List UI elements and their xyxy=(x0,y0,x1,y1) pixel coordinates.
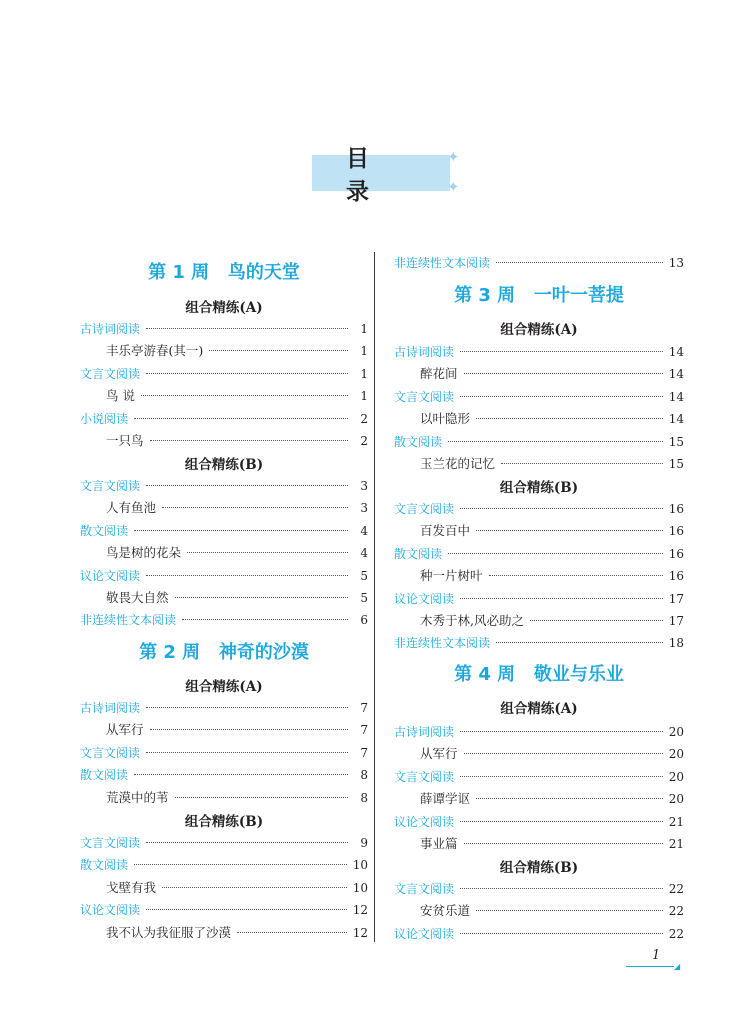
toc-entry-title: 敬畏大自然 xyxy=(106,590,169,605)
toc-category-row[interactable] xyxy=(394,432,684,452)
toc-category-row[interactable] xyxy=(80,521,368,541)
toc-entry-title: 荒漠中的苇 xyxy=(106,789,169,805)
toc-category-label: 文言文阅读 xyxy=(80,479,141,493)
toc-entry-row[interactable] xyxy=(80,878,368,898)
toc-category-row[interactable] xyxy=(394,544,684,564)
toc-page-number: 3 xyxy=(360,479,368,493)
dot-leader xyxy=(162,507,348,508)
toc-category-row[interactable] xyxy=(80,566,368,586)
dot-leader xyxy=(476,798,663,799)
toc-page-number: 7 xyxy=(360,745,368,760)
toc-page-number: 16 xyxy=(668,546,684,561)
toc-entry-title: 事业篇 xyxy=(420,836,458,851)
toc-category-label: 古诗词阅读 xyxy=(80,701,141,715)
toc-page-number: 22 xyxy=(668,904,684,919)
toc-page-number: 4 xyxy=(360,546,368,561)
toc-category-row[interactable] xyxy=(394,499,684,519)
dot-leader xyxy=(460,508,663,509)
toc-page-number: 15 xyxy=(668,434,684,449)
dot-leader xyxy=(460,888,663,889)
dot-leader xyxy=(134,774,348,775)
dot-leader xyxy=(146,373,348,374)
toc-category-row[interactable] xyxy=(80,900,368,920)
toc-page-number: 15 xyxy=(668,457,684,471)
toc-page-number: 7 xyxy=(360,701,368,715)
toc-page-number: 10 xyxy=(352,880,368,895)
dot-leader xyxy=(464,373,663,374)
toc-entry-row[interactable] xyxy=(394,364,684,384)
toc-entry-title: 玉兰花的记忆 xyxy=(420,456,496,471)
toc-entry-title: 安贫乐道 xyxy=(420,903,471,919)
group-heading: 组合精练(A) xyxy=(500,322,578,338)
toc-category-label: 散文阅读 xyxy=(80,523,129,538)
toc-category-label: 散文阅读 xyxy=(80,858,129,873)
dot-leader xyxy=(150,440,348,441)
toc-entry-row[interactable] xyxy=(394,409,684,429)
toc-page-number: 12 xyxy=(352,903,368,918)
dot-leader xyxy=(146,575,348,576)
dot-leader xyxy=(448,441,663,442)
week-heading: 第 4 周 敬业与乐业 xyxy=(454,664,624,685)
toc-category-label: 散文阅读 xyxy=(80,768,129,783)
toc-page-number: 14 xyxy=(668,412,684,427)
toc-page-number: 20 xyxy=(668,725,684,739)
toc-entry-row[interactable] xyxy=(394,901,684,921)
sparkle-icon: ✦ xyxy=(447,148,460,166)
dot-leader xyxy=(187,552,348,553)
dot-leader xyxy=(496,642,663,643)
toc-page-number: 2 xyxy=(360,411,368,426)
toc-page-number: 12 xyxy=(352,925,368,940)
toc-category-label: 议论文阅读 xyxy=(394,926,455,941)
toc-page-number: 2 xyxy=(360,434,368,448)
corner-mark-icon: ◢ xyxy=(674,962,681,971)
toc-category-row[interactable] xyxy=(80,833,368,853)
page-number: 1 xyxy=(652,948,661,963)
dot-leader xyxy=(460,821,663,822)
dot-leader xyxy=(460,731,663,732)
group-heading: 组合精练(B) xyxy=(184,457,264,473)
dot-leader xyxy=(175,797,348,798)
toc-entry-row[interactable] xyxy=(80,923,368,943)
toc-entry-title: 丰乐亭游春(其一) xyxy=(106,343,204,359)
dot-leader xyxy=(182,619,348,620)
toc-entry-row[interactable] xyxy=(394,454,684,474)
dot-leader xyxy=(162,887,347,888)
toc-category-label: 文言文阅读 xyxy=(80,366,141,381)
toc-entry-title: 醉花间 xyxy=(420,366,458,382)
toc-category-label: 文言文阅读 xyxy=(394,502,455,516)
toc-entry-title: 种一片树叶 xyxy=(420,568,483,584)
group-heading: 组合精练(B) xyxy=(499,860,579,876)
toc-category-label: 议论文阅读 xyxy=(80,568,141,583)
dot-leader xyxy=(460,396,663,397)
week-heading: 第 1 周 鸟的天堂 xyxy=(148,262,300,283)
toc-entry-row[interactable] xyxy=(394,611,684,631)
toc-entry-row[interactable] xyxy=(394,521,684,541)
toc-category-label: 文言文阅读 xyxy=(394,769,455,784)
toc-page-number: 20 xyxy=(668,769,684,784)
toc-page-number: 21 xyxy=(668,837,684,851)
toc-entry-title: 以叶隐形 xyxy=(420,411,471,427)
dot-leader xyxy=(146,328,348,329)
toc-page-number: 14 xyxy=(668,345,684,359)
toc-entry-row[interactable] xyxy=(80,341,368,361)
dot-leader xyxy=(134,864,347,865)
dot-leader xyxy=(476,418,663,419)
toc-page-number: 17 xyxy=(668,614,684,628)
dot-leader xyxy=(146,707,348,708)
group-heading: 组合精练(A) xyxy=(185,679,263,695)
toc-category-label: 古诗词阅读 xyxy=(80,322,141,336)
dot-leader xyxy=(489,575,663,576)
toc-entry-row[interactable] xyxy=(80,788,368,808)
toc-entry-row[interactable] xyxy=(80,431,368,451)
dot-leader xyxy=(146,909,347,910)
toc-category-label: 文言文阅读 xyxy=(80,745,141,760)
dot-leader xyxy=(501,463,663,464)
dot-leader xyxy=(146,752,348,753)
toc-entry-title: 戈壁有我 xyxy=(106,879,157,895)
dot-leader xyxy=(146,842,348,843)
toc-page-number: 1 xyxy=(360,322,368,336)
dot-leader xyxy=(134,530,348,531)
dot-leader xyxy=(209,350,348,351)
dot-leader xyxy=(464,753,663,754)
toc-page-number: 5 xyxy=(360,568,368,583)
dot-leader xyxy=(150,729,348,730)
page-number-rule xyxy=(626,966,674,967)
toc-entry-title: 薛谭学讴 xyxy=(420,791,471,807)
dot-leader xyxy=(476,530,663,531)
toc-category-row[interactable] xyxy=(394,342,684,362)
toc-category-label: 议论文阅读 xyxy=(394,591,455,606)
toc-page-number: 22 xyxy=(668,926,684,941)
toc-category-label: 散文阅读 xyxy=(394,434,443,449)
toc-category-label: 非连续性文本阅读 xyxy=(394,636,491,651)
toc-page-number: 20 xyxy=(668,747,684,762)
dot-leader xyxy=(460,598,663,599)
group-heading: 组合精练(B) xyxy=(184,814,264,830)
toc-category-row[interactable] xyxy=(80,610,368,630)
dot-leader xyxy=(460,776,663,777)
dot-leader xyxy=(237,932,347,933)
toc-entry-row[interactable] xyxy=(394,834,684,854)
toc-page-number: 16 xyxy=(668,569,684,584)
toc-entry-title: 我不认为我征服了沙漠 xyxy=(106,924,232,940)
toc-page-number: 1 xyxy=(360,366,368,381)
dot-leader xyxy=(464,843,663,844)
dot-leader xyxy=(141,395,348,396)
dot-leader xyxy=(496,262,663,263)
dot-leader xyxy=(460,933,663,934)
toc-category-row[interactable] xyxy=(80,743,368,763)
dot-leader xyxy=(460,351,663,352)
toc-entry-title: 百发百中 xyxy=(420,523,471,539)
toc-category-label: 文言文阅读 xyxy=(80,836,141,850)
toc-page-number: 8 xyxy=(360,768,368,783)
toc-page-number: 1 xyxy=(360,389,368,404)
toc-category-label: 议论文阅读 xyxy=(80,903,141,918)
dot-leader xyxy=(476,910,663,911)
toc-category-label: 文言文阅读 xyxy=(394,389,455,404)
toc-category-row[interactable] xyxy=(394,387,684,407)
toc-page-number: 14 xyxy=(668,367,684,382)
toc-category-row[interactable] xyxy=(394,924,684,944)
toc-entry-title: 从军行 xyxy=(106,722,144,738)
toc-category-label: 非连续性文本阅读 xyxy=(80,613,177,628)
toc-category-row[interactable] xyxy=(394,879,684,899)
group-heading: 组合精练(A) xyxy=(500,701,578,717)
toc-entry-row[interactable] xyxy=(394,744,684,764)
toc-page-number: 3 xyxy=(360,501,368,516)
toc-category-label: 非连续性文本阅读 xyxy=(394,256,491,270)
toc-page-number: 7 xyxy=(360,723,368,738)
dot-leader xyxy=(134,418,348,419)
toc-category-row[interactable] xyxy=(80,855,368,875)
toc-category-label: 文言文阅读 xyxy=(394,882,455,896)
toc-category-row[interactable] xyxy=(394,722,684,742)
toc-category-row[interactable] xyxy=(80,409,368,429)
page-title: 目录 xyxy=(312,155,450,191)
toc-entry-title: 木秀于林,风必助之 xyxy=(420,613,524,628)
toc-entry-title: 一只鸟 xyxy=(106,433,144,448)
dot-leader xyxy=(146,485,348,486)
toc-category-row[interactable] xyxy=(80,319,368,339)
toc-entry-row[interactable] xyxy=(80,588,368,608)
toc-page-number: 9 xyxy=(360,836,368,850)
dot-leader xyxy=(175,597,348,598)
toc-category-row[interactable] xyxy=(394,253,684,273)
toc-page-number: 8 xyxy=(360,790,368,805)
toc-entry-title: 鸟 说 xyxy=(106,388,135,404)
toc-entry-row[interactable] xyxy=(80,386,368,406)
toc-entry-row[interactable] xyxy=(394,566,684,586)
toc-entry-row[interactable] xyxy=(80,543,368,563)
toc-category-row[interactable] xyxy=(80,476,368,496)
toc-page-number: 20 xyxy=(668,792,684,807)
toc-category-row[interactable] xyxy=(80,364,368,384)
toc-page-number: 14 xyxy=(668,389,684,404)
toc-entry-title: 人有鱼池 xyxy=(106,500,157,516)
toc-category-label: 古诗词阅读 xyxy=(394,725,455,739)
toc-page-number: 5 xyxy=(360,591,368,605)
group-heading: 组合精练(A) xyxy=(185,300,263,316)
toc-page-number: 10 xyxy=(352,858,368,873)
toc-page-number: 16 xyxy=(668,524,684,539)
toc-page-number: 18 xyxy=(668,636,684,651)
toc-page-number: 21 xyxy=(668,814,684,829)
toc-category-row[interactable] xyxy=(394,767,684,787)
toc-entry-row[interactable] xyxy=(80,498,368,518)
toc-category-label: 小说阅读 xyxy=(80,411,129,426)
toc-category-row[interactable] xyxy=(80,765,368,785)
week-heading: 第 2 周 神奇的沙漠 xyxy=(139,642,309,663)
toc-entry-title: 从军行 xyxy=(420,746,458,762)
dot-leader xyxy=(448,553,663,554)
dot-leader xyxy=(530,620,663,621)
toc-category-row[interactable] xyxy=(394,812,684,832)
toc-entry-row[interactable] xyxy=(394,789,684,809)
toc-category-label: 议论文阅读 xyxy=(394,814,455,829)
week-heading: 第 3 周 一叶一菩提 xyxy=(454,285,624,306)
toc-category-label: 古诗词阅读 xyxy=(394,345,455,359)
group-heading: 组合精练(B) xyxy=(499,480,579,496)
toc-entry-title: 鸟是树的花朵 xyxy=(106,545,182,561)
toc-page-number: 17 xyxy=(668,591,684,606)
sparkle-icon: ✦ xyxy=(447,178,460,196)
toc-page-number: 16 xyxy=(668,502,684,516)
toc-category-row[interactable] xyxy=(394,589,684,609)
toc-category-label: 散文阅读 xyxy=(394,546,443,561)
column-divider xyxy=(374,252,375,942)
toc-page-number: 6 xyxy=(360,613,368,628)
toc-entry-row[interactable] xyxy=(80,720,368,740)
toc-page-number: 13 xyxy=(668,256,684,270)
toc-category-row[interactable] xyxy=(394,633,684,653)
toc-page-number: 1 xyxy=(360,344,368,359)
toc-page-number: 4 xyxy=(360,523,368,538)
toc-category-row[interactable] xyxy=(80,698,368,718)
toc-page-number: 22 xyxy=(668,882,684,896)
